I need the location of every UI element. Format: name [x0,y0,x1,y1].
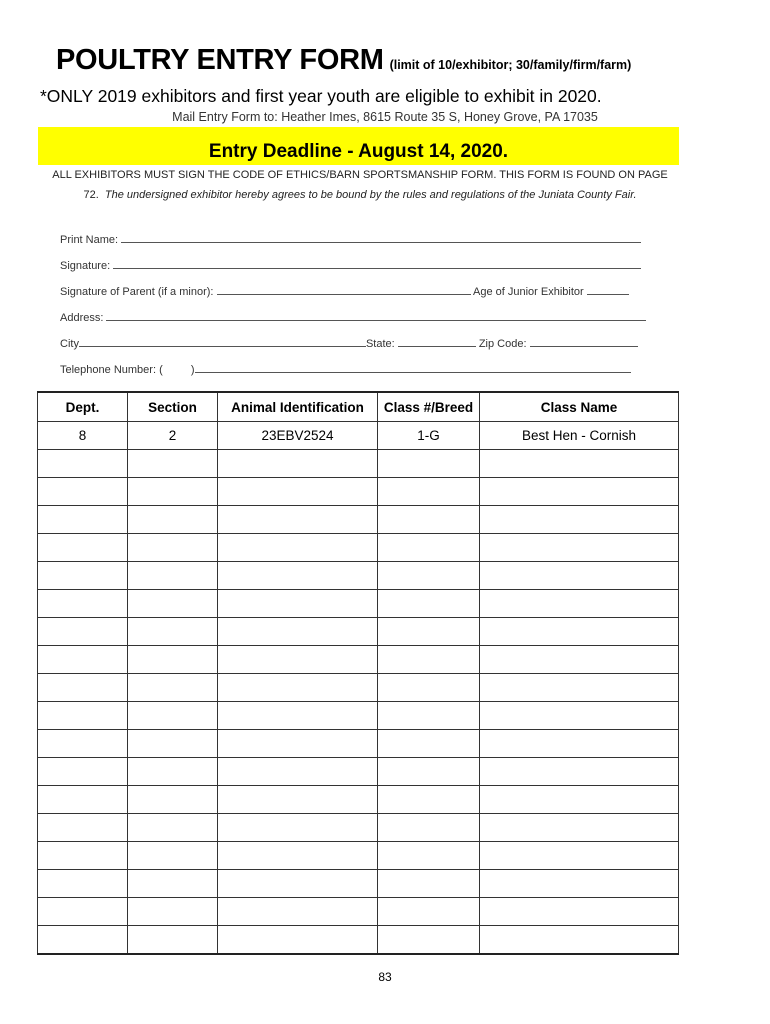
cell-class-name[interactable] [480,450,679,478]
cell-section[interactable] [128,870,218,898]
cell-class-name[interactable] [480,478,679,506]
entry-table-header [38,392,679,422]
cell-class-name[interactable] [480,898,679,926]
header-dept: Dept. [38,392,128,422]
cell-animal-id[interactable] [218,730,378,758]
cell-class-breed[interactable] [378,870,480,898]
cell-section[interactable] [128,814,218,842]
cell-dept[interactable] [38,926,128,955]
cell-class-name[interactable] [480,534,679,562]
cell-dept[interactable] [38,674,128,702]
cell-animal-id[interactable] [218,674,378,702]
cell-dept[interactable] [38,870,128,898]
parent-signature-field[interactable] [217,284,471,295]
ethics-statement [50,165,670,205]
cell-section[interactable]: 2 [128,422,218,450]
cell-animal-id[interactable] [218,646,378,674]
cell-animal-id[interactable] [218,758,378,786]
parent-signature-label: Signature of Parent (if a minor): [60,286,214,298]
table-row [38,898,679,926]
cell-class-name[interactable]: Best Hen - Cornish [480,422,679,450]
zip-label: Zip Code: [478,338,527,350]
cell-class-breed[interactable]: 1-G [378,422,480,450]
print-name-field[interactable] [121,232,641,243]
cell-class-breed[interactable] [378,506,480,534]
cell-section[interactable] [128,674,218,702]
form-title: POULTRY ENTRY FORM [56,44,384,76]
cell-class-name[interactable] [480,786,679,814]
cell-section[interactable] [128,450,218,478]
cell-section[interactable] [128,702,218,730]
cell-section[interactable] [128,926,218,955]
form-title-line [56,44,631,77]
cell-class-breed[interactable] [378,926,480,955]
cell-class-breed[interactable] [378,534,480,562]
cell-section[interactable] [128,534,218,562]
header-animal-id: Animal Identification [218,392,378,422]
cell-class-breed[interactable] [378,590,480,618]
cell-animal-id[interactable] [218,842,378,870]
header-section: Section [128,392,218,422]
cell-class-name[interactable] [480,814,679,842]
cell-class-name[interactable] [480,702,679,730]
cell-section[interactable] [128,562,218,590]
eligibility-note: *ONLY 2019 exhibitors and first year youth are eligible to exhibit in 2020. [40,86,602,106]
cell-dept[interactable] [38,786,128,814]
area-code-field[interactable] [166,362,188,373]
address-row [60,310,650,324]
cell-dept[interactable] [38,450,128,478]
zip-field[interactable] [530,336,638,347]
table-row [38,450,679,478]
cell-section[interactable] [128,590,218,618]
cell-dept[interactable] [38,618,128,646]
cell-class-breed[interactable] [378,674,480,702]
cell-dept[interactable] [38,478,128,506]
cell-animal-id[interactable] [218,898,378,926]
cell-animal-id[interactable] [218,590,378,618]
cell-dept[interactable] [38,646,128,674]
telephone-row [60,362,650,376]
header-class-name: Class Name [480,392,679,422]
cell-section[interactable] [128,898,218,926]
cell-class-name[interactable] [480,506,679,534]
cell-animal-id[interactable] [218,618,378,646]
parent-signature-row [60,284,650,298]
table-row [38,926,679,955]
cell-animal-id[interactable] [218,562,378,590]
cell-section[interactable] [128,842,218,870]
table-row [38,618,679,646]
city-field[interactable] [79,336,366,347]
entry-limit-note: (limit of 10/exhibitor; 30/family/firm/farm) [389,58,632,72]
cell-animal-id[interactable] [218,814,378,842]
cell-dept[interactable] [38,702,128,730]
cell-dept[interactable] [38,730,128,758]
cell-dept[interactable]: 8 [38,422,128,450]
cell-animal-id[interactable] [218,870,378,898]
telephone-field[interactable] [195,362,631,373]
table-row [38,842,679,870]
cell-class-breed[interactable] [378,478,480,506]
cell-animal-id[interactable] [218,702,378,730]
cell-section[interactable] [128,618,218,646]
cell-animal-id[interactable] [218,478,378,506]
state-field[interactable] [398,336,476,347]
table-row [38,814,679,842]
cell-section[interactable] [128,730,218,758]
cell-class-name[interactable] [480,562,679,590]
table-row [38,506,679,534]
table-row [38,674,679,702]
cell-dept[interactable] [38,898,128,926]
deadline-highlight [38,127,679,165]
cell-class-name[interactable] [480,842,679,870]
cell-dept[interactable] [38,562,128,590]
cell-class-name[interactable] [480,758,679,786]
state-label: State: [365,338,395,350]
cell-class-name[interactable] [480,730,679,758]
table-row [38,758,679,786]
cell-class-name[interactable] [480,618,679,646]
ethics-requirement: ALL EXHIBITORS MUST SIGN THE CODE OF ETHICS/BARN SPORTSMANSHIP FORM. THIS FORM IS FOUND ON PAGE 72. [52,169,668,201]
table-row [38,422,679,450]
print-name-label: Print Name: [60,234,119,246]
cell-class-breed[interactable] [378,562,480,590]
cell-class-breed[interactable] [378,814,480,842]
cell-class-name[interactable] [480,590,679,618]
cell-section[interactable] [128,646,218,674]
print-name-row [60,232,650,246]
signature-label: Signature: [60,260,111,272]
cell-section[interactable] [128,478,218,506]
city-state-zip-row [60,336,650,350]
cell-class-breed[interactable] [378,898,480,926]
cell-dept[interactable] [38,590,128,618]
exhibitor-agreement: The undersigned exhibitor hereby agrees to be bound by the rules and regulations of the Juniata County Fair. [104,189,637,201]
table-row [38,702,679,730]
cell-animal-id[interactable]: 23EBV2524 [218,422,378,450]
table-row [38,590,679,618]
city-label: City [60,338,79,350]
cell-dept[interactable] [38,758,128,786]
cell-animal-id[interactable] [218,534,378,562]
cell-class-name[interactable] [480,674,679,702]
area-code-open: ( [159,364,163,376]
signature-row [60,258,650,272]
cell-section[interactable] [128,758,218,786]
mail-address: Mail Entry Form to: Heather Imes, 8615 Route 35 S, Honey Grove, PA 17035 [172,110,598,124]
cell-dept[interactable] [38,842,128,870]
address-field[interactable] [106,310,646,321]
signature-field[interactable] [113,258,641,269]
cell-section[interactable] [128,506,218,534]
cell-class-breed[interactable] [378,842,480,870]
cell-class-name[interactable] [480,646,679,674]
table-row [38,730,679,758]
cell-animal-id[interactable] [218,786,378,814]
junior-age-label: Age of Junior Exhibitor [472,286,584,298]
table-row [38,534,679,562]
cell-animal-id[interactable] [218,506,378,534]
address-label: Address: [60,312,104,324]
cell-class-breed[interactable] [378,702,480,730]
cell-dept[interactable] [38,534,128,562]
cell-class-breed[interactable] [378,646,480,674]
entry-table [37,391,679,955]
table-row [38,870,679,898]
cell-animal-id[interactable] [218,450,378,478]
area-code-close: ) [190,364,195,376]
entry-table-body [38,422,679,955]
cell-class-breed[interactable] [378,730,480,758]
header-class-breed: Class #/Breed [378,392,480,422]
cell-class-breed[interactable] [378,758,480,786]
table-row [38,786,679,814]
junior-age-field[interactable] [587,284,629,295]
table-row [38,562,679,590]
cell-class-name[interactable] [480,926,679,955]
table-row [38,478,679,506]
cell-section[interactable] [128,786,218,814]
table-row [38,646,679,674]
cell-class-breed[interactable] [378,618,480,646]
page-number: 83 [378,970,392,984]
cell-class-breed[interactable] [378,450,480,478]
cell-animal-id[interactable] [218,926,378,955]
cell-class-name[interactable] [480,870,679,898]
cell-dept[interactable] [38,814,128,842]
cell-dept[interactable] [38,506,128,534]
entry-deadline: Entry Deadline - August 14, 2020. [208,141,509,162]
cell-class-breed[interactable] [378,786,480,814]
telephone-label: Telephone Number: [60,364,157,376]
